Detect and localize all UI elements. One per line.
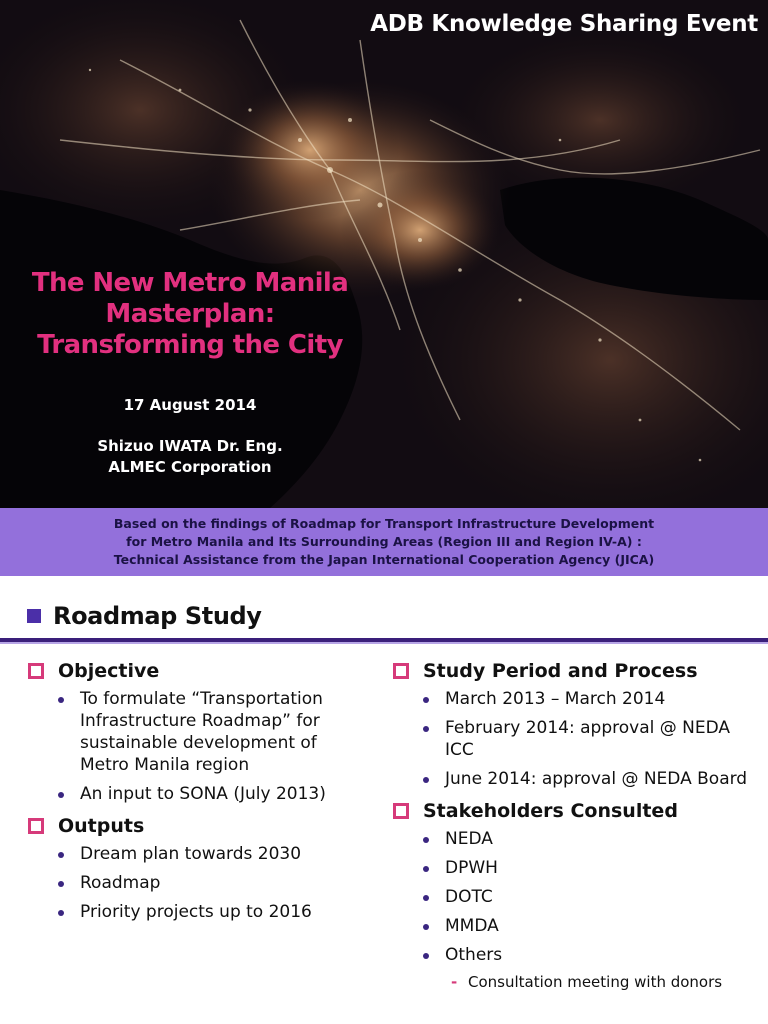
- objective-heading: [28, 660, 368, 682]
- study-period-heading-label: Study Period and Process: [423, 660, 698, 682]
- outputs-heading: [28, 815, 368, 837]
- metro-manila-night-photo: [0, 0, 768, 508]
- cover-photo-section: [0, 0, 768, 508]
- section-heading: [27, 598, 262, 634]
- source-note-band: [0, 508, 768, 576]
- list-item: Dream plan towards 2030: [28, 843, 368, 865]
- author-organization: ALMEC Corporation: [108, 458, 272, 476]
- list-item: DOTC: [393, 886, 763, 908]
- sub-list-item: - Consultation meeting with donors: [393, 972, 763, 992]
- title-line: Transforming the City: [37, 330, 343, 360]
- left-column: [28, 660, 368, 933]
- event-title: ADB Knowledge Sharing Event: [370, 11, 758, 37]
- list-item: MMDA: [393, 915, 763, 937]
- hollow-square-bullet-icon: [393, 663, 409, 679]
- square-bullet-icon: [27, 609, 41, 623]
- author-block: [10, 436, 370, 478]
- stakeholders-heading-label: Stakeholders Consulted: [423, 800, 678, 822]
- list-item: To formulate “Transportation Infrastructure Roadmap” for sustainable development of Metro Manila region: [28, 688, 368, 776]
- source-note-line: for Metro Manila and Its Surrounding Areas (Region III and Region IV-A) :: [126, 534, 642, 549]
- list-item: June 2014: approval @ NEDA Board: [393, 768, 763, 790]
- objective-heading-label: Objective: [58, 660, 160, 682]
- presentation-date: 17 August 2014: [123, 396, 257, 414]
- list-item: March 2013 – March 2014: [393, 688, 763, 710]
- hollow-square-bullet-icon: [393, 803, 409, 819]
- title-line: The New Metro Manila: [31, 268, 349, 298]
- right-column: [393, 660, 763, 992]
- list-item: Roadmap: [28, 872, 368, 894]
- section-title: Roadmap Study: [53, 602, 262, 630]
- study-period-list: [393, 688, 763, 790]
- list-item: DPWH: [393, 857, 763, 879]
- source-note-line: Based on the findings of Roadmap for Transport Infrastructure Development: [113, 516, 655, 531]
- section-divider-accent: [0, 642, 768, 644]
- author-name: Shizuo IWATA Dr. Eng.: [97, 437, 283, 455]
- title-line: Masterplan:: [105, 299, 275, 329]
- list-item: February 2014: approval @ NEDA ICC: [393, 717, 763, 761]
- outputs-list: [28, 843, 368, 923]
- stakeholders-list: [393, 828, 763, 966]
- presentation-title: [10, 268, 370, 361]
- hollow-square-bullet-icon: [28, 663, 44, 679]
- list-item: An input to SONA (July 2013): [28, 783, 368, 805]
- source-note-line: Technical Assistance from the Japan International Cooperation Agency (JICA): [113, 552, 655, 567]
- objective-list: [28, 688, 368, 805]
- list-item: NEDA: [393, 828, 763, 850]
- hollow-square-bullet-icon: [28, 818, 44, 834]
- stakeholders-heading: [393, 800, 763, 822]
- list-item: Priority projects up to 2016: [28, 901, 368, 923]
- list-item: Others: [393, 944, 763, 966]
- stakeholders-sublist: [393, 972, 763, 992]
- outputs-heading-label: Outputs: [58, 815, 145, 837]
- study-period-heading: [393, 660, 763, 682]
